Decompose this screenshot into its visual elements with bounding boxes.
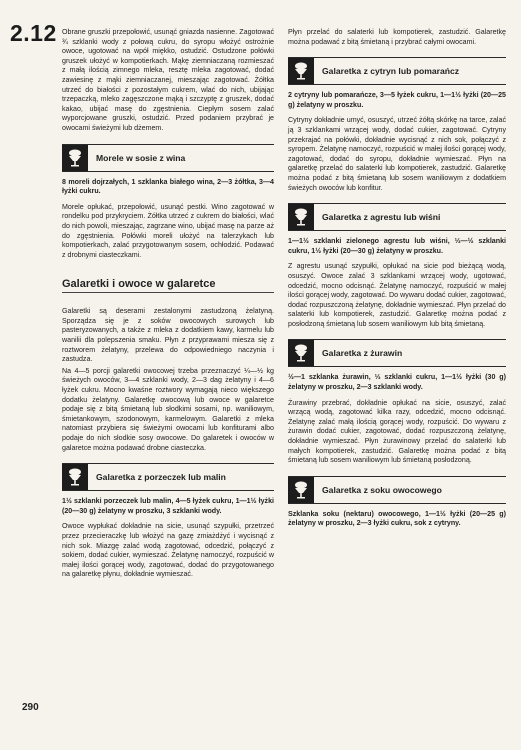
recipe-header-zurawiny <box>288 339 506 367</box>
continuation-text: Płyn przelać do salaterki lub kompotierek, zastudzić. Galaretkę można podawać z bitą śmietaną i przybrać całymi owocami. <box>288 28 506 46</box>
dessert-glass-icon <box>288 204 314 230</box>
recipe-header-cytryny <box>288 57 506 85</box>
intro-text: Obrane gruszki przepołowić, usunąć gniazda nasienne. Zagotować ¾ szklanki wody z połową cukru, do syropu włożyć ostrożnie owoce, ugotować na wpół miękko, ostudzić. Ostudzone połówki gruszek ułożyć w kompotierkach. Mąkę ziemniaczaną rozmieszać z małą ilością zimnego mleka, resztę mleka zagotować, dodać zawiesinę z mąki ziemniaczanej, mieszając zagotować. Żółtka utrzeć do białości z pozostałym cukrem, wlać do nich, ubijając trzepaczką, mleko zagęszczone mąką i szczyptę z gruszek, dodać kakao, ubijać masę do zgęstnienia. Ciepłym sosem zalać wyporcjowane gruszki, ostudzić. Przed podaniem przybrać je owocami świeżymi lub dżemem. <box>62 28 274 132</box>
recipe-title: Galaretka z soku owocowego <box>322 484 442 495</box>
dessert-glass-icon <box>288 340 314 366</box>
recipe-title: Galaretka z agrestu lub wiśni <box>322 212 441 223</box>
page-number: 2.12 <box>10 20 57 46</box>
recipe-ingredients: 8 moreli dojrzałych, 1 szklanka białego wina, 2—3 żółtka, 3—4 łyżki cukru. <box>62 177 274 196</box>
recipe-text: Z agrestu usunąć szypułki, opłukać na sicie pod bieżącą wodą, osuszyć. Owoce zalać 3 szklankami wrzącej wody, ugotować, odcedzić, mocno odcisnąć. Żelatynę namoczyć, rozpuścić w małej ilości gorącej wody, zagotować. Do wywaru dodać cukier, zagotować, dodać rozpuszczoną żelatynę, dokładnie wymieszać. Płyn przelać do salaterki lub kompotierek, zastudzić. Galaretkę można podać z posłodzoną śmietaną lub sosem waniliowym lub bitą śmietaną. <box>288 262 506 328</box>
recipe-title: Galaretka z porzeczek lub malin <box>96 472 226 483</box>
dessert-glass-icon <box>62 464 88 490</box>
right-column <box>288 28 506 535</box>
dessert-glass-icon <box>62 145 88 171</box>
recipe-text: Żurawiny przebrać, dokładnie opłukać na sicie, osuszyć, zalać wrzącą wodą, zagotować kilka razy, odcedzić, mocno odcisnąć. Żelatynę zalać małą ilością gorącej wody, rozpuścić. Do wywaru z żurawin dodać cukier, zagotować, dodać rozpuszczoną żelatynę, dokładnie wymieszać. Płyn żurawinowy przelać do salaterki lub małych kompotierek, zastudzić. Galaretkę można podać z bitą śmietaną lub sosem waniliowym lub śmietaną posłodzoną. <box>288 398 506 465</box>
recipe-ingredients: 1½ szklanki porzeczek lub malin, 4—5 łyżek cukru, 1—1½ łyżki (20—30 g) żelatyny w proszku, 3 szklanki wody. <box>62 497 274 515</box>
recipe-ingredients: 1—1½ szklanki zielonego agrestu lub wiśni, ⅓—½ szklanki cukru, 1½ łyżki (20—30 g) żelatyny w proszku. <box>288 237 506 255</box>
recipe-header-porzeczki <box>62 463 274 491</box>
recipe-title: Morele w sosie z wina <box>96 152 186 163</box>
recipe-header-morele <box>62 144 274 172</box>
recipe-title: Galaretka z cytryn lub pomarańcz <box>322 66 460 77</box>
folio: 290 <box>22 702 39 713</box>
section-heading: Galaretki i owoce w galaretce <box>62 278 274 293</box>
left-column <box>62 28 274 582</box>
dessert-glass-icon <box>288 477 314 503</box>
recipe-ingredients: ½—1 szklanka żurawin, ⅓ szklanki cukru, 1—1½ łyżki (30 g) żelatyny w proszku, 2—3 szklanki wody. <box>288 373 506 392</box>
section-text: Galaretki są deserami zestalonymi zastudzoną żelatyną. Sporządza się je z soków owocowych surowych lub pasteryzowanych, a także z mleka z dodatkiem kawy, karmelu lub wanilii dla polepszenia smaku. Płyn z przyprawami miesza się z roztworem żelatyny, przelewa do odpowiedniego naczynia i zastudza. <box>62 307 274 364</box>
recipe-text: Owoce wypłukać dokładnie na sicie, usunąć szypułki, przetrzeć przez przecieraczkę lub włożyć na gazę zmiażdżyć i wycisnąć z nich sok. Miazgę zalać wodą zagotować, odcedzić, połączyć z sokiem, dodać cukier, wymieszać. Żelatynę namoczyć, rozpuścić w małej ilości gorącej wody, zagotować, dodać do przygotowanego na galaretkę płynu, dokładnie wymieszać. <box>62 522 274 579</box>
recipe-text: Cytryny dokładnie umyć, osuszyć, utrzeć żółtą skórkę na tarce, zalać ją 3 szklankami wrzącej wody, dodać cukier, zagotować. Cytryny przekrajać na połówki, dokładnie wycisnąć z nich sok, połączyć z syropem. Żelatynę namoczyć, rozpuścić w małej ilości gorącej wody, zagotować, dodać do syropu, dokładnie wymieszać. Płyn na galaretkę przelać do salaterki lub kompotierek, zastudzić. Galaretkę można podać z bitą śmietaną lub sosem waniliowym z dodatkiem świeżych owoców lub konfitur. <box>288 116 506 192</box>
recipe-ingredients: 2 cytryny lub pomarańcze, 3—5 łyżek cukru, 1—1½ łyżki (20—25 g) żelatyny w proszku. <box>288 91 506 109</box>
recipe-header-agrest <box>288 203 506 231</box>
section-text: Na 4—5 porcji galaretki owocowej trzeba przeznaczyć ¼—½ kg świeżych owoców, 3—4 szklanki wody, 2—3 dag żelatyny i 4—6 łyżek cukru. Mocno kwaśne roztwory wymagają nieco większego dodatku żelatyny. Galaretkę owocową lub owoce w galaretce podaje się z bitą śmietaną lub słodkimi sosami, np. waniliowym, śmietankowym, szodonowym, karmelowym. Galaretki z mleka natomiast przybiera się świeżymi owocami lub konfiturami albo podaje do nich słodkie sosy owocowe. Do galaretek i owoców w galaretce można podawać drobne ciasteczka. <box>62 366 274 452</box>
recipe-ingredients: Szklanka soku (nektaru) owocowego, 1—1½ łyżki (20—25 g) żelatyny w proszku, 2—3 łyżki cukru, sok z cytryny. <box>288 509 506 528</box>
dessert-glass-icon <box>288 58 314 84</box>
recipe-text: Morele opłukać, przepołowić, usunąć pestki. Wino zagotować w rondelku pod przykryciem. Żółtka utrzeć z cukrem do białości, wlać do nich powoli, mieszając, zagrzane wino, ubijać masę na parze aż do zgęstnienia. Połówki moreli ułożyć na talerzykach lub kompotierkach, zalać przygotowanym sosem, ochłodzić. Podawać z drobnymi ciasteczkami. <box>62 202 274 259</box>
recipe-title: Galaretka z żurawin <box>322 348 403 359</box>
recipe-header-sok <box>288 476 506 504</box>
